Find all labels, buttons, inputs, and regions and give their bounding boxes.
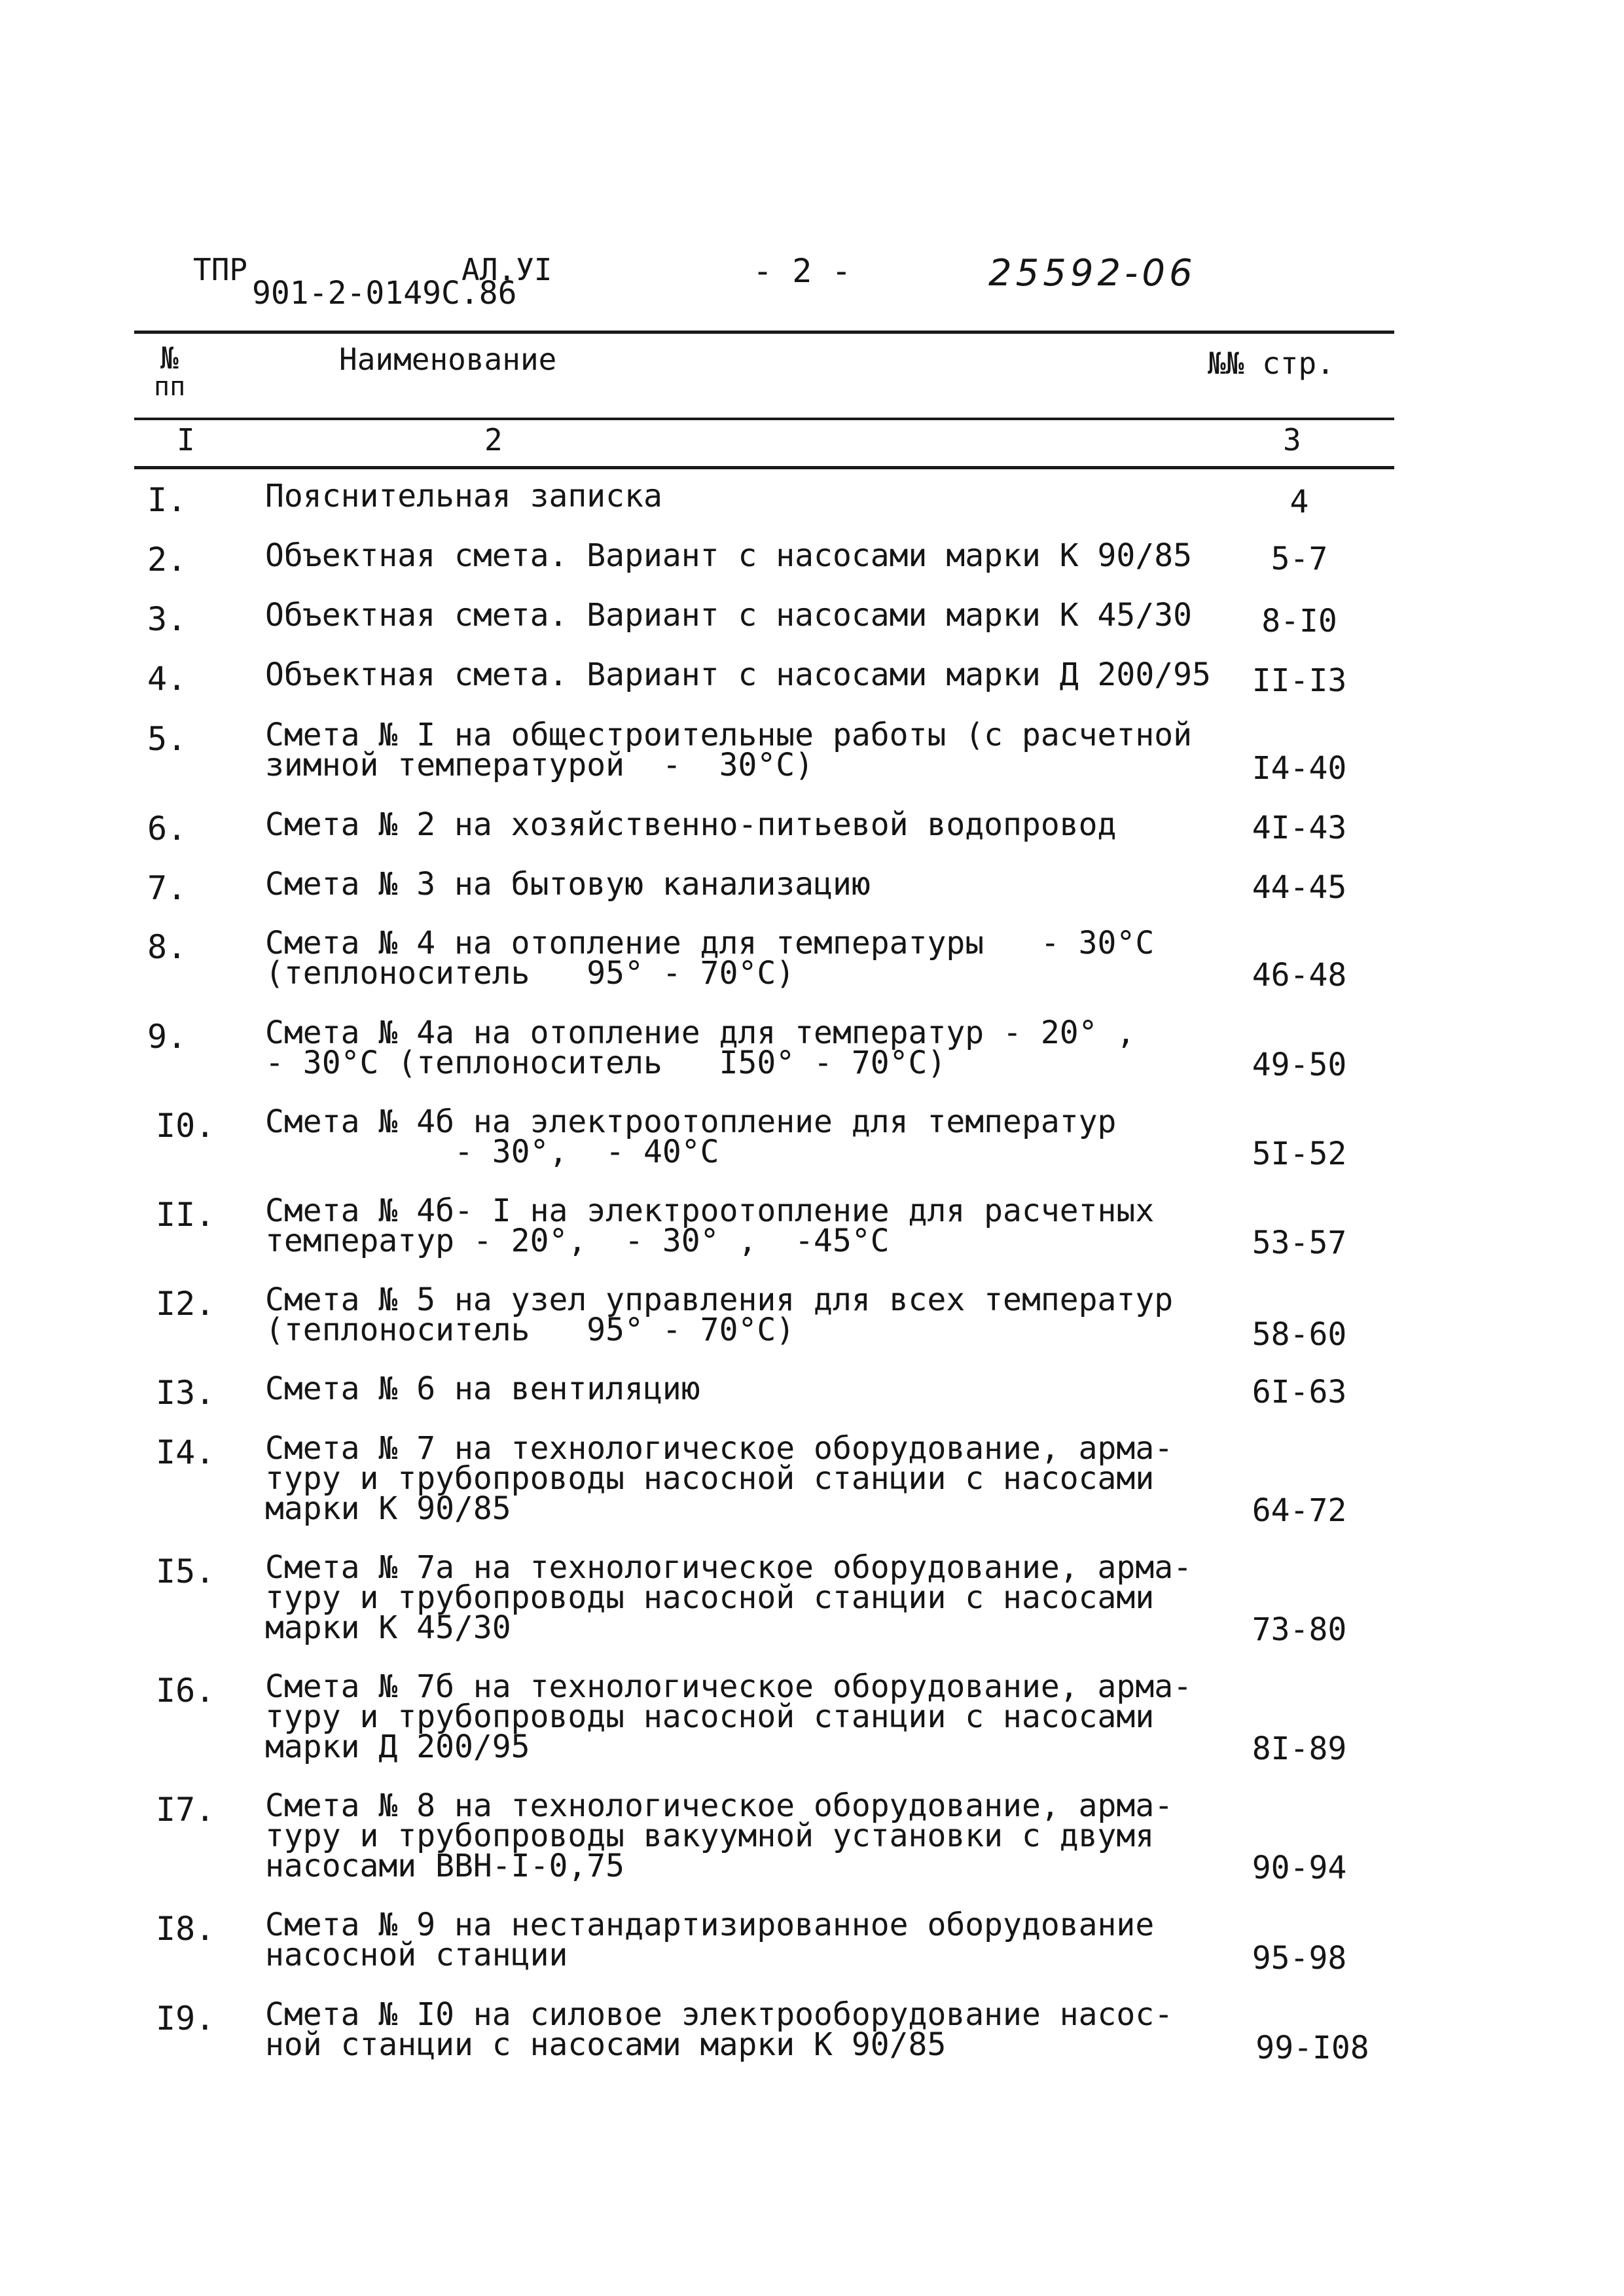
row-title: Смета № 4б на электроотопление для температур - 30°, - 40°С — [265, 1103, 1117, 1170]
row-pages: I4-40 — [1252, 750, 1347, 787]
row-number: 3. — [147, 600, 187, 638]
row-pages: 8I-89 — [1252, 1731, 1347, 1767]
row-title: Смета № I0 на силовое электрооборудование насос- ной станции с насосами марки К 90/85 — [265, 1996, 1174, 2063]
row-number: I4. — [156, 1433, 215, 1471]
table-top-rule — [134, 331, 1394, 334]
row-number: 8. — [147, 928, 187, 966]
archive-number: 25592-06 — [988, 252, 1197, 295]
row-title: Объектная смета. Вариант с насосами марки К 45/30 — [265, 597, 1193, 634]
col-name-index: 2 — [484, 422, 503, 457]
row-number: I6. — [156, 1672, 215, 1710]
row-title: Смета № 5 на узел управления для всех температур (теплоноситель 95° - 70°С) — [265, 1282, 1174, 1348]
row-pages: 46-48 — [1252, 957, 1347, 994]
row-title: Смета № 4а на отопление для температур - 20° , - 30°С (теплоноситель I50° - 70°С) — [265, 1014, 1136, 1081]
row-pages: 5I-52 — [1252, 1136, 1347, 1172]
row-number: I0. — [156, 1107, 215, 1145]
row-pages: 49-50 — [1252, 1047, 1347, 1083]
row-pages: 4 — [1290, 484, 1309, 520]
row-title: Пояснительная записка — [265, 478, 662, 514]
row-title: Смета № 4 на отопление для температуры - 30°С (теплоноситель 95° - 70°С) — [265, 925, 1155, 992]
row-number: I. — [147, 481, 187, 519]
col-num-index: I — [177, 422, 195, 457]
row-number: I7. — [156, 1791, 215, 1829]
row-pages: 53-57 — [1252, 1225, 1347, 1261]
row-title: Объектная смета. Вариант с насосами марки Д 200/95 — [265, 656, 1211, 693]
row-title: Смета № 7а на технологическое оборудование, арма- туру и трубопроводы насосной станции с насосами марки К 45/30 — [265, 1549, 1193, 1646]
row-number: 7. — [147, 869, 187, 907]
row-pages: 58-60 — [1252, 1316, 1347, 1353]
row-number: 4. — [147, 660, 187, 698]
row-number: I3. — [156, 1374, 215, 1412]
col-pages-label: №№ стр. — [1208, 346, 1335, 381]
col-num-label: № — [160, 340, 179, 376]
row-title: Смета № 7 на технологическое оборудование, арма- туру и трубопроводы насосной станции с насосами марки К 90/85 — [265, 1430, 1174, 1527]
row-number: I9. — [156, 2000, 215, 2037]
row-number: 6. — [147, 810, 187, 848]
page-number: - 2 - — [753, 252, 852, 290]
row-pages: 4I-43 — [1252, 810, 1347, 846]
col-name-label: Наименование — [339, 342, 557, 377]
row-number: I8. — [156, 1910, 215, 1948]
row-title: Смета № 4б- I на электроотопление для расчетных температур - 20°, - 30° , -45°С — [265, 1193, 1155, 1259]
row-title: Смета № I на общестроительные работы (с расчетной зимной температурой - 30°С) — [265, 717, 1193, 783]
row-number: I2. — [156, 1285, 215, 1323]
row-pages: 44-45 — [1252, 869, 1347, 906]
row-title: Объектная смета. Вариант с насосами марки К 90/85 — [265, 537, 1193, 574]
project-code: 901-2-0149С.86 — [252, 275, 517, 312]
row-title: Смета № 7б на технологическое оборудование, арма- туру и трубопроводы насосной станции с насосами марки Д 200/95 — [265, 1668, 1193, 1765]
row-pages: 8-I0 — [1261, 603, 1337, 639]
row-title: Смета № 6 на вентиляцию — [265, 1371, 700, 1407]
row-title: Смета № 3 на бытовую канализацию — [265, 866, 871, 903]
row-pages: 90-94 — [1252, 1850, 1347, 1886]
row-number: 2. — [147, 541, 187, 579]
row-pages: II-I3 — [1252, 662, 1347, 699]
row-title: Смета № 2 на хозяйственно-питьевой водопровод — [265, 806, 1117, 843]
table-header-rule — [134, 418, 1394, 420]
row-pages: 5-7 — [1271, 541, 1328, 577]
row-number: I5. — [156, 1552, 215, 1590]
col-pages-index: 3 — [1283, 422, 1301, 457]
album-number: АЛ.УI — [461, 252, 552, 287]
row-title: Смета № 8 на технологическое оборудование, арма- туру и трубопроводы вакуумной установки с двумя насосами ВВН-I-0,75 — [265, 1787, 1174, 1884]
row-pages: 73-80 — [1252, 1611, 1347, 1648]
row-pages: 6I-63 — [1252, 1374, 1347, 1410]
row-pages: 99-I08 — [1255, 2030, 1369, 2066]
series-code: ТПР — [193, 252, 248, 287]
row-pages: 64-72 — [1252, 1492, 1347, 1529]
row-pages: 95-98 — [1252, 1940, 1347, 1977]
row-number: II. — [156, 1196, 215, 1234]
row-number: 5. — [147, 720, 187, 758]
table-index-rule — [134, 466, 1394, 469]
row-title: Смета № 9 на нестандартизированное оборудование насосной станции — [265, 1907, 1155, 1973]
row-number: 9. — [147, 1018, 187, 1056]
col-num-label-2: пп — [154, 372, 186, 402]
